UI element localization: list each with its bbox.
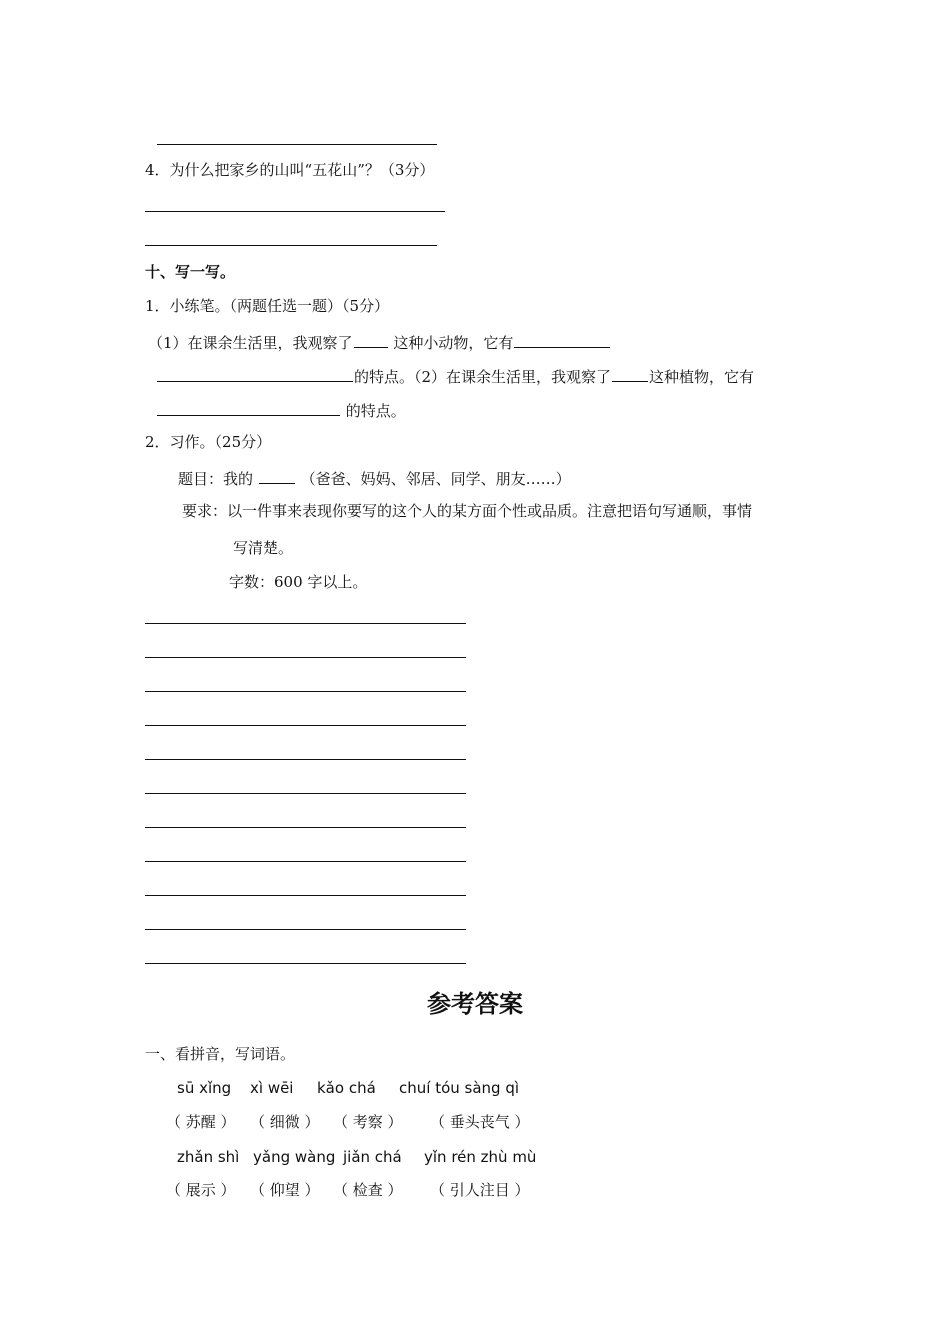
writing-line: [145, 691, 466, 692]
answer-line: [145, 245, 437, 246]
blank: [157, 401, 340, 416]
answer-word: （ 苏醒 ）: [166, 1113, 236, 1131]
writing-line: [145, 827, 466, 828]
answers-section-1: 一、看拼音，写词语。: [145, 1045, 296, 1063]
pinyin: jiǎn chá: [343, 1148, 402, 1166]
blank: [157, 367, 353, 382]
pinyin: sū xǐng: [177, 1079, 232, 1097]
item-1-line-1: [148, 333, 611, 351]
text: （爸爸、妈妈、邻居、同学、朋友……）: [300, 470, 571, 488]
writing-line: [145, 895, 466, 896]
item-1-line-2: [157, 367, 754, 385]
text: （1）在课余生活里，我观察了: [148, 334, 353, 352]
writing-line: [145, 623, 466, 624]
essay-topic: [178, 469, 571, 487]
blank: [612, 367, 648, 382]
item-1-line-3: [157, 401, 406, 419]
item-1: 1．小练笔。（两题任选一题）（5分）: [145, 297, 390, 315]
section-heading: 十、写一写。: [145, 263, 236, 281]
text: 这种小动物，它有: [393, 334, 514, 352]
writing-line: [145, 963, 466, 964]
pinyin: yǐn rén zhù mù: [424, 1148, 537, 1166]
text: 这种植物，它有: [649, 368, 755, 386]
blank: [354, 333, 388, 348]
pinyin: yǎng wàng: [253, 1148, 336, 1166]
answer-word: （ 细微 ）: [250, 1113, 320, 1131]
pinyin: kǎo chá: [317, 1079, 376, 1097]
answer-word: （ 引人注目 ）: [430, 1181, 530, 1199]
text: 题目：我的: [178, 470, 254, 488]
essay-requirement-cont: 写清楚。: [233, 539, 294, 557]
writing-line: [145, 861, 466, 862]
text: 的特点。: [345, 402, 406, 420]
writing-line: [145, 725, 466, 726]
text: 的特点。（2）在课余生活里，我观察了: [354, 368, 612, 386]
answer-word: （ 考察 ）: [333, 1113, 403, 1131]
writing-line: [145, 657, 466, 658]
writing-line: [145, 759, 466, 760]
writing-line: [145, 929, 466, 930]
question-4: 4．为什么把家乡的山叫“五花山”？（3分）: [145, 161, 435, 179]
pinyin: zhǎn shì: [177, 1148, 240, 1166]
answer-word: （ 检查 ）: [333, 1181, 403, 1199]
essay-requirement: 要求：以一件事来表现你要写的这个人的某方面个性或品质。注意把语句写通顺，事情: [182, 502, 753, 520]
pinyin: chuí tóu sàng qì: [399, 1079, 520, 1097]
blank: [514, 333, 610, 348]
answers-title: 参考答案: [427, 990, 523, 1018]
blank: [259, 469, 295, 484]
answer-word: （ 仰望 ）: [250, 1181, 320, 1199]
answer-line: [157, 144, 437, 145]
answer-word: （ 展示 ）: [166, 1181, 236, 1199]
answer-word: （ 垂头丧气 ）: [430, 1113, 530, 1131]
pinyin: xì wēi: [250, 1079, 294, 1097]
word-count: 字数：600 字以上。: [229, 573, 368, 591]
item-2: 2．习作。（25分）: [145, 433, 272, 451]
writing-line: [145, 793, 466, 794]
answer-line: [145, 211, 445, 212]
